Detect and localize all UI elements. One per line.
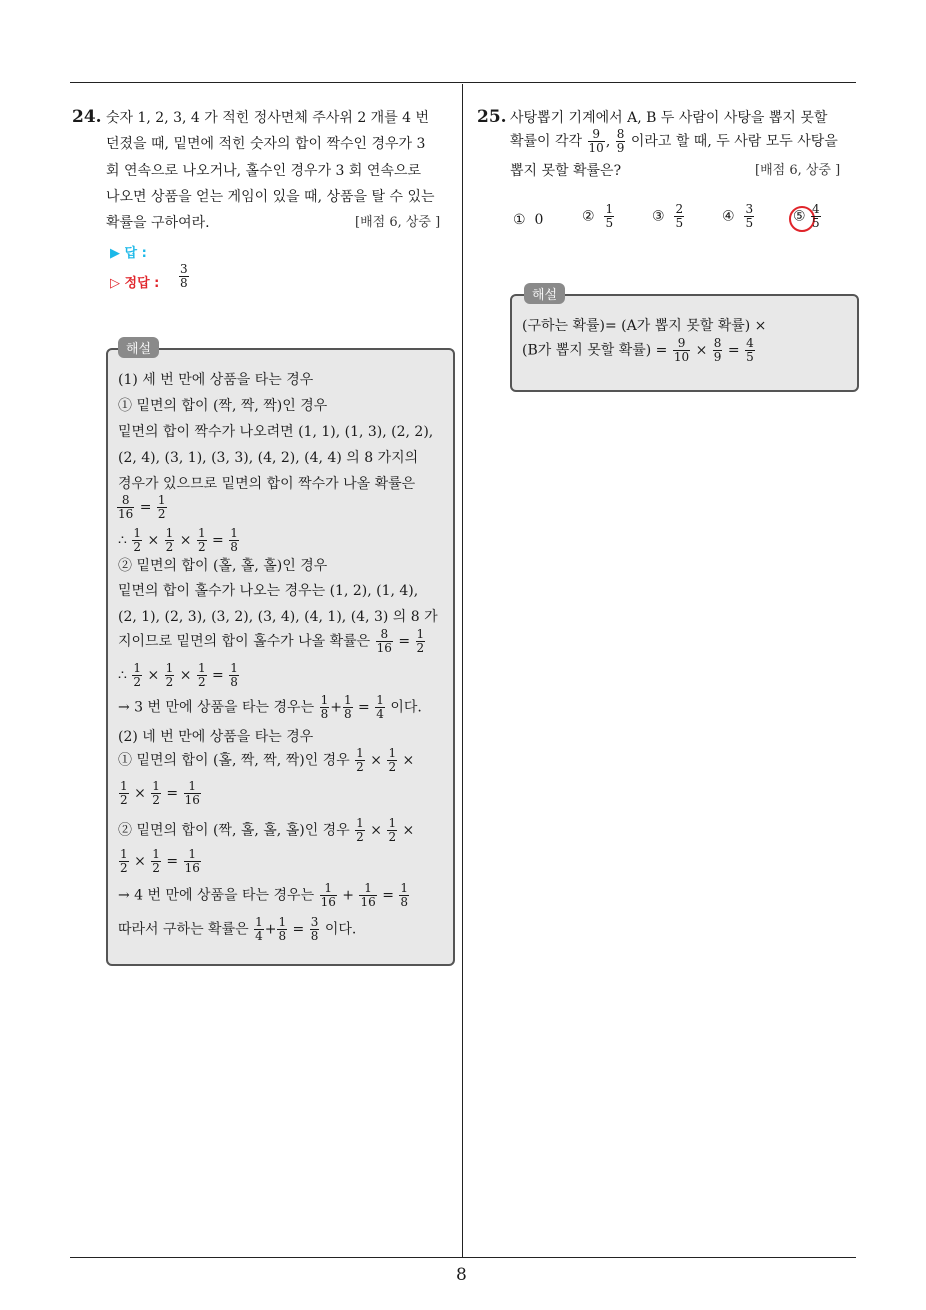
sol24-line-5: 경우가 있으므로 밑면의 합이 짝수가 나올 확률은	[118, 476, 416, 492]
q24-correct-fraction: $\frac{3}{8}$	[180, 262, 188, 290]
sol24-line-9: 밑면의 합이 홀수가 나오는 경우는 (1, 2), (1, 4),	[118, 583, 419, 599]
sol24-line-16: $\frac{1}{2}$ × $\frac{1}{2}$ = $\frac{1}{16}$	[120, 779, 200, 807]
choice-1[interactable]: ① 0	[513, 212, 544, 228]
choice-4[interactable]: ④ $\frac{3}{5}$	[722, 202, 754, 230]
sol24-line-8: ② 밑면의 합이 (홀, 홀, 홀)인 경우	[118, 558, 328, 574]
q25-line-2: 확률이 각각 $\frac{9}{10}$ , $\frac{8}{9}$ 이라고 할 때, 두 사람 모두 사탕을	[510, 127, 838, 155]
sol24-line-11: 지이므로 밑면의 합이 홀수가 나올 확률은 $\frac{8}{16}$ = $\frac{1}{2}$	[118, 627, 425, 655]
q24-line-4: 나오면 상품을 얻는 게임이 있을 때, 상품을 탈 수 있는	[106, 189, 435, 205]
question-24-number: 24.	[72, 107, 102, 127]
q24-line-3: 회 연속으로 나오거나, 홀수인 경우가 3 회 연속으로	[106, 163, 421, 179]
q24-correct-label: ▷ 정답 :	[110, 276, 160, 291]
sol25-line-2: (B가 뽑지 못할 확률) = $\frac{9}{10}$ × $\frac{8}{9}$ = $\frac{4}{5}$	[522, 336, 754, 364]
q24-line-1: 숫자 1, 2, 3, 4 가 적힌 정사면체 주사위 2 개를 4 번	[106, 110, 430, 126]
sol24-line-17: ② 밑면의 합이 (짝, 홀, 홀, 홀)인 경우 $\frac{1}{2}$ × $\frac{1}{2}$ ×	[118, 816, 415, 844]
q24-points: [배점 6, 상중 ]	[355, 215, 441, 230]
top-rule	[70, 82, 856, 83]
sol24-line-6: $\frac{8}{16}$ = $\frac{1}{2}$	[118, 493, 166, 521]
q25-points: [배점 6, 상중 ]	[755, 163, 841, 178]
column-divider	[462, 84, 463, 1258]
choice-3[interactable]: ③ $\frac{2}{5}$	[652, 202, 684, 230]
sol24-line-10: (2, 1), (2, 3), (3, 2), (3, 4), (4, 1), (4, 3) 의 8 가	[118, 609, 438, 625]
solution-25-tag: 해설	[524, 283, 565, 304]
solution-24-tag: 해설	[118, 337, 159, 358]
sol24-line-20: 따라서 구하는 확률은 $\frac{1}{4}$ + $\frac{1}{8}$ = $\frac{3}{8}$ 이다.	[118, 915, 357, 943]
sol24-line-1: (1) 세 번 만에 상품을 타는 경우	[118, 372, 314, 388]
sol24-line-15: ① 밑면의 합이 (홀, 짝, 짝, 짝)인 경우 $\frac{1}{2}$ × $\frac{1}{2}$ ×	[118, 746, 415, 774]
page-number: 8	[456, 1265, 467, 1285]
sol24-line-13: → 3 번 만에 상품을 타는 경우는 $\frac{1}{8}$ + $\frac{1}{8}$ = $\frac{1}{4}$ 이다.	[118, 693, 422, 721]
choice-2[interactable]: ② $\frac{1}{5}$	[582, 202, 614, 230]
sol24-line-3: 밑면의 합이 짝수가 나오려면 (1, 1), (1, 3), (2, 2),	[118, 424, 434, 440]
q24-line-2: 던졌을 때, 밑면에 적힌 숫자의 합이 짝수인 경우가 3	[106, 136, 426, 152]
sol24-line-14: (2) 네 번 만에 상품을 타는 경우	[118, 729, 314, 745]
sol24-line-7: ∴ $\frac{1}{2}$ × $\frac{1}{2}$ × $\frac{1}{2}$ = $\frac{1}{8}$	[118, 526, 238, 554]
sol25-line-1: (구하는 확률)= (A가 뽑지 못할 확률) ×	[522, 318, 767, 334]
question-25-number: 25.	[477, 107, 507, 127]
q24-answer-label: ▶ 답 :	[110, 246, 147, 261]
sol24-line-12: ∴ $\frac{1}{2}$ × $\frac{1}{2}$ × $\frac{1}{2}$ = $\frac{1}{8}$	[118, 661, 238, 689]
q25-line-1: 사탕뽑기 기계에서 A, B 두 사람이 사탕을 뽑지 못할	[510, 110, 828, 126]
q24-line-5: 확률을 구하여라.	[106, 215, 210, 231]
sol24-line-18: $\frac{1}{2}$ × $\frac{1}{2}$ = $\frac{1}{16}$	[120, 847, 200, 875]
sol24-line-19: → 4 번 만에 상품을 타는 경우는 $\frac{1}{16}$ + $\frac{1}{16}$ = $\frac{1}{8}$	[118, 881, 409, 909]
choice-5[interactable]: ⑤ $\frac{4}{5}$	[793, 202, 820, 230]
sol24-line-2: ① 밑면의 합이 (짝, 짝, 짝)인 경우	[118, 398, 328, 414]
sol24-line-4: (2, 4), (3, 1), (3, 3), (4, 2), (4, 4) 의 8 가지의	[118, 450, 419, 466]
bottom-rule	[70, 1257, 856, 1258]
q25-line-3: 뽑지 못할 확률은?	[510, 163, 622, 179]
